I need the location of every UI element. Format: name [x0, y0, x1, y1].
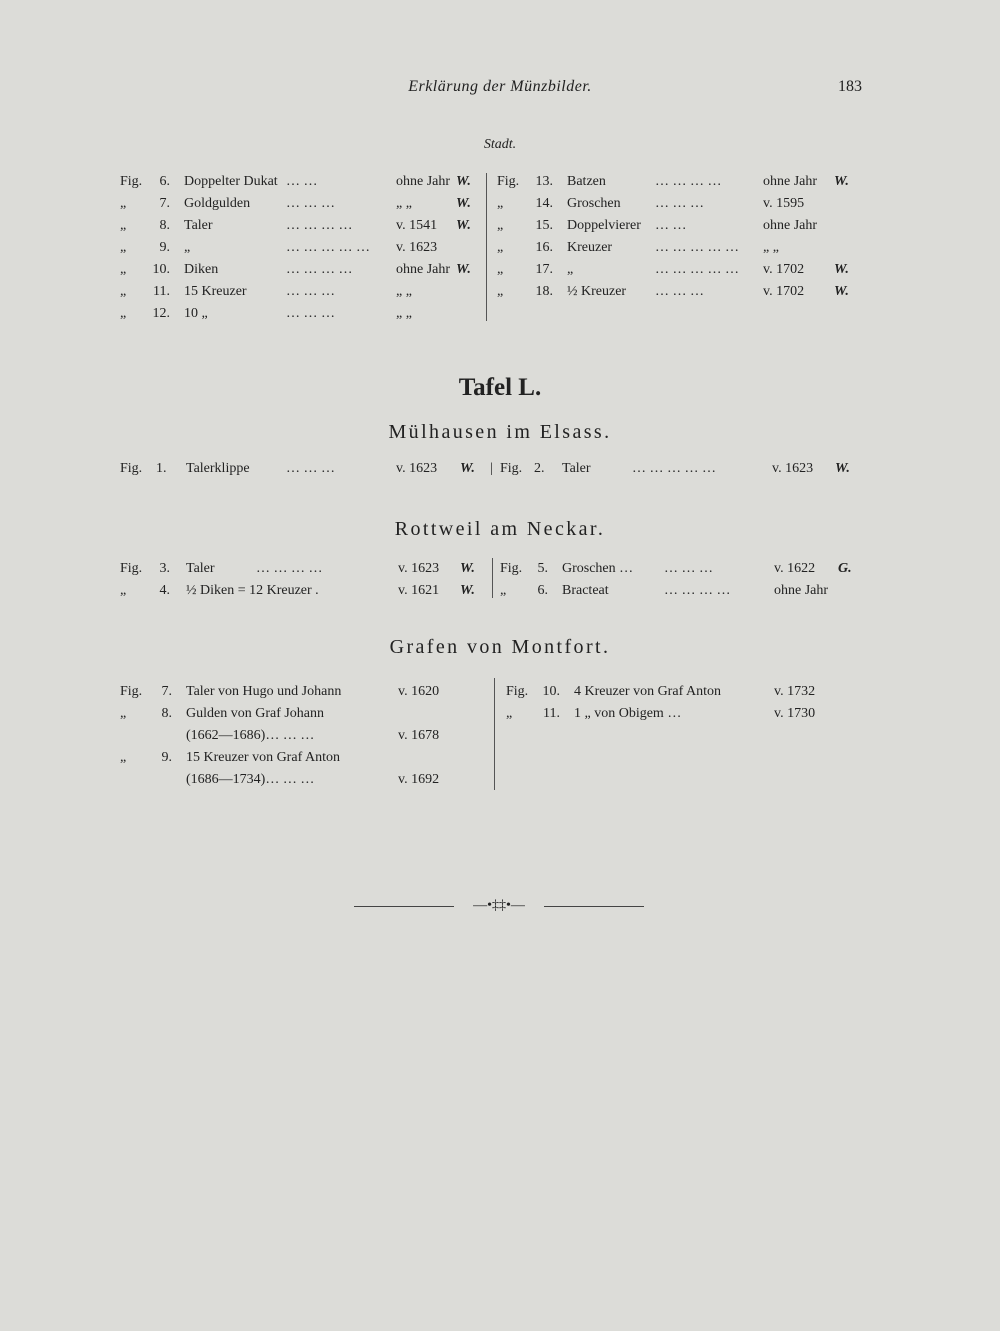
fig-number: 9.	[159, 240, 170, 255]
fig-label: Fig.	[120, 461, 143, 476]
fig-label: Fig.	[506, 684, 529, 699]
entry-row	[120, 750, 500, 771]
leader-dots: … …	[655, 218, 687, 233]
entry-row	[120, 706, 500, 727]
coin-date: „ „	[396, 306, 412, 321]
entry-row	[120, 284, 500, 305]
fig-number: 15.	[535, 218, 553, 233]
coin-name: (1662—1686)… … …	[186, 728, 315, 743]
coin-name: 15 Kreuzer von Graf Anton	[186, 750, 340, 765]
leader-dots: … … …	[286, 306, 335, 321]
coin-name: 4 Kreuzer von Graf Anton	[574, 684, 721, 699]
fig-label: Fig.	[500, 561, 523, 576]
coin-date: ohne Jahr	[396, 262, 451, 277]
coin-name: Kreuzer	[567, 240, 613, 255]
coin-date: v. 1678	[398, 728, 440, 743]
coin-name: Doppelvierer	[567, 218, 641, 233]
coin-name: Taler	[186, 561, 215, 576]
fig-label: „	[120, 583, 127, 598]
coin-name: Talerklippe	[186, 461, 250, 476]
fig-number: 16.	[535, 240, 553, 255]
leader-dots: … … … …	[256, 561, 323, 576]
entry-row	[500, 583, 880, 604]
fig-label: „	[506, 706, 513, 721]
leader-dots: … … …	[655, 196, 704, 211]
coin-name: „	[567, 262, 574, 277]
entry-row	[120, 772, 500, 793]
coin-name: Groschen	[567, 196, 621, 211]
entry-row	[497, 174, 877, 195]
column-divider	[494, 678, 495, 790]
entry-row	[500, 561, 880, 582]
mint-mark: W.	[456, 262, 471, 277]
fig-number: 8.	[159, 218, 170, 233]
coin-date: v. 1623	[396, 461, 438, 476]
fig-number: 6.	[537, 583, 548, 598]
plate-title: Tafel L.	[458, 374, 542, 401]
entry-row	[120, 583, 500, 604]
coin-date: v. 1621	[398, 583, 440, 598]
entry-row	[506, 706, 886, 727]
mint-mark: W.	[456, 196, 471, 211]
coin-name: 15 Kreuzer	[184, 284, 247, 299]
coin-date: v. 1730	[774, 706, 816, 721]
fig-label: „	[120, 284, 127, 299]
fig-label: „	[500, 583, 507, 598]
separator: |	[490, 461, 493, 476]
leader-dots: … … … … …	[286, 240, 370, 255]
leader-dots: … … …	[655, 284, 704, 299]
entry-row	[120, 561, 500, 582]
entry-row	[497, 284, 877, 305]
leader-dots: … … …	[286, 196, 335, 211]
leader-dots: … … …	[286, 284, 335, 299]
fig-number: 18.	[535, 284, 553, 299]
fig-number: 8.	[161, 706, 172, 721]
section-heading-muelhausen: Mülhausen im Elsass.	[388, 421, 612, 443]
fig-number: 7.	[159, 196, 170, 211]
leader-dots: … … … …	[664, 583, 731, 598]
coin-date: v. 1702	[763, 262, 805, 277]
entry-row	[120, 306, 500, 327]
coin-date: v. 1595	[763, 196, 805, 211]
entry-row	[506, 684, 886, 705]
fig-number: 17.	[535, 262, 553, 277]
fig-number: 5.	[537, 561, 548, 576]
coin-date: v. 1623	[772, 461, 814, 476]
mint-mark: W.	[456, 174, 471, 189]
fig-number: 9.	[161, 750, 172, 765]
column-divider	[486, 173, 487, 321]
coin-date: v. 1702	[763, 284, 805, 299]
fig-number: 2.	[534, 461, 545, 476]
mint-mark: W.	[834, 174, 849, 189]
coin-date: ohne Jahr	[763, 174, 818, 189]
coin-date: v. 1541	[396, 218, 438, 233]
fig-number: 12.	[152, 306, 170, 321]
section-heading-rottweil: Rottweil am Neckar.	[394, 518, 606, 540]
fig-label: „	[497, 218, 504, 233]
fig-label: „	[120, 262, 127, 277]
coin-name: (1686—1734)… … …	[186, 772, 315, 787]
entry-row	[120, 684, 500, 705]
fig-label: „	[497, 262, 504, 277]
fig-label: „	[120, 218, 127, 233]
entry-row	[497, 196, 877, 217]
mint-mark: W.	[835, 461, 850, 476]
mint-mark: W.	[460, 561, 475, 576]
coin-date: v. 1623	[396, 240, 438, 255]
ornament: —•‡‡•—	[454, 898, 544, 914]
coin-date: v. 1623	[398, 561, 440, 576]
coin-name: Taler	[562, 461, 591, 476]
entry-row	[497, 240, 877, 261]
leader-dots: … … … … …	[632, 461, 716, 476]
entry-row	[120, 240, 500, 261]
coin-date: ohne Jahr	[763, 218, 818, 233]
entry-row	[120, 728, 500, 749]
coin-date: „ „	[396, 196, 412, 211]
fig-label: Fig.	[120, 684, 143, 699]
fig-label: Fig.	[497, 174, 520, 189]
fig-label: Fig.	[120, 174, 143, 189]
mint-mark: W.	[456, 218, 471, 233]
fig-number: 11.	[543, 706, 560, 721]
entry-row	[120, 218, 500, 239]
mint-mark: W.	[460, 461, 475, 476]
coin-name: 1 „ von Obigem …	[574, 706, 682, 721]
coin-date: ohne Jahr	[396, 174, 451, 189]
fig-label: Fig.	[500, 461, 523, 476]
fig-label: „	[497, 284, 504, 299]
coin-name: Gulden von Graf Johann	[186, 706, 325, 721]
coin-name: ½ Kreuzer	[567, 284, 627, 299]
fig-label: Fig.	[120, 561, 143, 576]
fig-number: 3.	[159, 561, 170, 576]
entry-row	[497, 218, 877, 239]
section-heading-montfort: Grafen von Montfort.	[389, 636, 611, 658]
fig-number: 7.	[161, 684, 172, 699]
entry-row	[120, 262, 500, 283]
mint-mark: G.	[838, 561, 852, 576]
coin-name: Diken	[184, 262, 219, 277]
coin-date: „ „	[396, 284, 412, 299]
fig-number: 6.	[159, 174, 170, 189]
page-header	[0, 78, 1000, 102]
fig-label: „	[120, 196, 127, 211]
leader-dots: … … … …	[286, 218, 353, 233]
column-divider	[492, 558, 493, 598]
fig-label: „	[120, 706, 127, 721]
coin-name: Bracteat	[562, 583, 609, 598]
section-heading-stadt: Stadt.	[483, 137, 517, 152]
leader-dots: … … …	[664, 561, 713, 576]
coin-name: Groschen …	[562, 561, 634, 576]
mint-mark: W.	[834, 284, 849, 299]
fig-label: „	[497, 240, 504, 255]
mint-mark: W.	[460, 583, 475, 598]
fig-label: „	[120, 240, 127, 255]
coin-name: Goldgulden	[184, 196, 251, 211]
leader-dots: … … …	[286, 461, 335, 476]
leader-dots: … …	[286, 174, 318, 189]
leader-dots: … … … … …	[655, 262, 739, 277]
fig-number: 10.	[542, 684, 560, 699]
coin-name: Doppelter Dukat	[184, 174, 278, 189]
page-number: 183	[838, 78, 862, 95]
mint-mark: W.	[834, 262, 849, 277]
fig-number: 1.	[156, 461, 167, 476]
coin-name: 10 „	[184, 306, 208, 321]
coin-date: v. 1620	[398, 684, 440, 699]
leader-dots: … … … … …	[655, 240, 739, 255]
fig-label: „	[120, 750, 127, 765]
coin-date: v. 1732	[774, 684, 816, 699]
fig-number: 10.	[152, 262, 170, 277]
coin-name: Taler von Hugo und Johann	[186, 684, 342, 699]
entry-row	[120, 174, 500, 195]
fig-number: 11.	[153, 284, 170, 299]
coin-name: Batzen	[567, 174, 606, 189]
fig-number: 4.	[159, 583, 170, 598]
coin-name: ½ Diken = 12 Kreuzer .	[186, 583, 319, 598]
fig-number: 13.	[535, 174, 553, 189]
fig-number: 14.	[535, 196, 553, 211]
muelhausen-row	[120, 461, 860, 482]
coin-date: v. 1622	[774, 561, 816, 576]
coin-name: „	[184, 240, 191, 255]
coin-date: v. 1692	[398, 772, 440, 787]
coin-date: ohne Jahr	[774, 583, 829, 598]
coin-name: Taler	[184, 218, 213, 233]
leader-dots: … … … …	[655, 174, 722, 189]
coin-date: „ „	[763, 240, 779, 255]
fig-label: „	[120, 306, 127, 321]
entry-row	[120, 196, 500, 217]
running-title: Erklärung der Münzbilder.	[408, 78, 592, 95]
leader-dots: … … … …	[286, 262, 353, 277]
fig-label: „	[497, 196, 504, 211]
entry-row	[497, 262, 877, 283]
